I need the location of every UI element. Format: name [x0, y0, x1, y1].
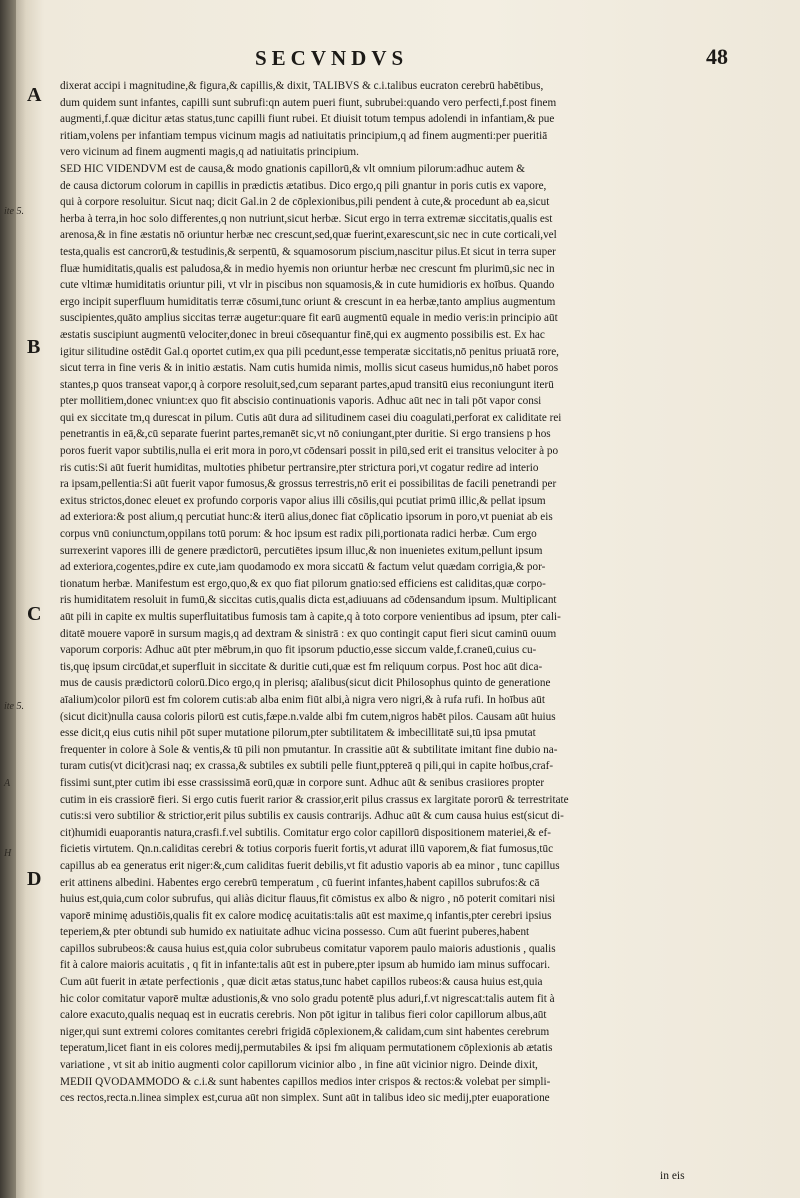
margin-letter-c: C	[27, 603, 42, 625]
text-line: ra ipsam,pellentia:Si aūt fuerit vapor fumosus,& grossus terrestris,nō erit ei possibilitas de facili penetrandi per	[60, 478, 557, 491]
text-line: tionatum herbæ. Manifestum est ergo,quo,& ex quo fiat pilorum gnatio:sed efficiens est caliditas,quæ corpo-	[60, 577, 546, 590]
text-line: ficietis virtutem. Qn.n.caliditas cerebri & totius corporis fuerit fortis,vt adurat illū vaporem,& fiat fumosus,tūc	[60, 843, 554, 856]
text-line: MEDII QVODAMMODO & c.i.& sunt habentes capillos medios inter crispos & rectos:& volebat per simpli-	[60, 1075, 551, 1088]
text-line: teperatum,licet fiant in eis colores medij,permutabiles & ipsi fm aliquam permutationem cōplexionis ab ætatis	[60, 1042, 553, 1055]
text-line: ris humiditatem resoluit in fumū,& siccitas cutis,qualis dicta est,adiuuans ad cōdensandum ipsum. Multiplicant	[60, 594, 557, 607]
text-line: aūt pili in capite ex multis superfluitatibus fumosis tam à capite,q à toto corpore venientibus ad ipsum, pter cali-	[60, 611, 561, 623]
text-line: SED HIC VIDENDVM est de causa,& modo gnationis capillorū,& vlt omnium pilorum:adhuc autem &	[60, 162, 525, 175]
text-line: variatione , vt sit ab initio augmenti color capillorum vicinior albo , in fine aūt vicinior nigro. Deinde dixit,	[60, 1059, 538, 1072]
text-line: cute vltimæ humiditatis oriuntur pili, vt vlr in piscibus non squamosis,& in cute humidioris ex hoībus. Quando	[60, 279, 555, 292]
text-line: vaporē minimę adustiōis,qualis fit ex calore modicę acuitatis:talis aūt est maxime,q infantis,pter cerebri ipsius	[60, 909, 552, 922]
text-line: fissimi sunt,pter cutim ibi esse crassissimā eorū,quæ in corpore sunt. Adhuc aūt & senibus crasiiores propter	[60, 776, 545, 789]
text-line: pter mollitiem,donec vniunt:ex quo fit abscisio continuationis vaporis. Adhuc aūt nec in tali pōt vapor consi	[60, 395, 542, 408]
text-line: (sicut dicit)nulla causa coloris pilorū est cutis,fæpe.n.valde albi fm cutem,nigros habēt pilos. Causam aūt huius	[60, 710, 556, 723]
catchword: in eis	[660, 1170, 685, 1182]
text-line: cutis:si vero subtilior & strictior,erit pilus subtilis ex causis contrarijs. Adhuc aūt & cum causa huius est(sicut di-	[60, 810, 564, 823]
margin-note-1: ite 5.	[4, 206, 24, 217]
text-line: calore exacuto,qualis nequaq est in eucratis cerebris. Non pōt igitur in talibus fieri color capillorum albus,aūt	[60, 1009, 547, 1022]
text-line: ad exteriora,cogentes,pdire ex cute,iam quodamodo ex mora siccatū & factum velut quædam corrigia,& por-	[60, 561, 546, 574]
text-line: hic color comitatur vaporē multæ adustionis,& vno solo gradu potentē plus aduri,f.vt nigrescat:talis autem fit à	[60, 992, 555, 1005]
text-line: ergo incipit superfluum humiditatis terræ cōsumi,tunc oriunt & crescunt in ea herbæ,tanto amplius augmentum	[60, 295, 556, 308]
margin-letter-b: B	[27, 336, 41, 358]
text-line: igitur silitudine ostēdit Gal.q oportet cutim,ex qua pili pcedunt,esse temperatæ siccitatis,nō penitus priuatā rore,	[60, 345, 559, 358]
text-line: capillos subrubeos:& causa huius est,quia color subrubeus comitatur vaporem paulo maioris adustionis , qualis	[60, 942, 556, 955]
text-line: ditatē mouere vaporē in sursum magis,q ad dextram & sinistrā : ex quo contingit caput fieri sicut caminū ouum	[60, 627, 557, 640]
text-line: esse dicit,q eius cutis nihil pōt super mutatione pilorum,pter subtilitatem & imbecillitatē sui,tū ipsa pmutat	[60, 727, 536, 740]
margin-note-2: ite 5.	[4, 701, 24, 712]
running-head: SECVNDVS	[255, 46, 409, 70]
text-line: sicut terra in fine veris & in initio æstatis. Nam cutis humida nimis, mollis sicut caseus humidus,nō habet poros	[60, 362, 559, 375]
text-line: suscipientes,quāto amplius siccitas terræ augetur:quare fit earū augmentū equale in medio veris:in principio aūt	[60, 312, 558, 325]
text-line: huius est,quia,cum color subrufus, qui aliàs dicitur flauus,fit cōmistus ex albo & nigro , nō poterit comitari nisi	[60, 893, 556, 906]
margin-letter-d: D	[27, 868, 42, 890]
text-line: tis,quę ipsum circūdat,et superfluit in siccitate & duritie cuti,quæ est fm reliquum corpus. Post hoc aūt dica-	[60, 660, 543, 673]
text-line: surrexerint vapores illi de genere prædictorū, percutiētes ipsum illuc,& non inuenietes exitum,pellunt ipsum	[60, 544, 543, 557]
text-line: frequenter in colore à Sole & ventis,& tū pili non pmutantur. In crassitie aūt & subtilitate imitant fine dubio na-	[60, 743, 558, 756]
margin-letter-a: A	[27, 84, 42, 106]
text-line: penetrantis in eā,&,cū separate fuerint partes,remanēt sic,vt nō coniungant,pter duritie. Si ergo transiens p hos	[60, 428, 551, 441]
text-line: teperiem,& pter obtundi sub humido ex natiuitate adhuc vicina possesso. Cum aūt fuerint puberes,habent	[60, 926, 530, 939]
text-line: dixerat accipi i magnitudine,& figura,& capillis,& dixit, TALIBVS & c.i.talibus eucraton cerebrū habētibus,	[60, 80, 544, 92]
text-line: ritiam,volens per infantiam tempus vicinum magis ad natiuitatis principium,q ad finem augmenti:per pueritiā	[60, 129, 548, 142]
text-line: mus de causis prædictorū colorū.Dico ergo,q in plerisq; aīalibus(sicut dicit Philosophus quinto de generatione	[60, 677, 551, 690]
text-line: poros fuerit vapor subtilis,nulla ei erit mora in poro,vt cōdensari possit in pilū,sed erit ei transitus velociter à po	[60, 445, 559, 458]
text-line: ris cutis:Si aūt fuerit humiditas, multoties phibetur pertransire,pter strictura pori,vt cogatur redire ad interio	[60, 461, 539, 474]
text-line: qui à corpore resoluitur. Sicut naq; dicit Gal.in 2 de cōplexionibus,pili pendent à cute,& procedunt ab ea,sicut	[60, 196, 550, 209]
text-line: erit attinens albedini. Habentes ergo cerebrū temperatum , cū fuerint infantes,habent capillos subrufos:& cā	[60, 876, 540, 889]
text-line: qui ex siccitate tm,q durescat in pilum. Cutis aūt dura ad silitudinem casei diu coagulati,perforat ex caliditate rei	[60, 411, 562, 424]
text-line: augmenti,f.quæ dicitur ætas status,tunc capilli fiunt rubei. Et diuisit totum tempus adolendi in infantiam,& pue	[60, 113, 555, 126]
page-number: 48	[706, 44, 728, 69]
text-line: Cum aūt fuerit in ætate perfectionis , quæ dicit ætas status,tunc habet capillos rubeos:& causa huius est,quia	[60, 976, 543, 989]
text-line: fluæ humiditatis,qualis est paludosa,& in medio hyemis non oriuntur herbæ nec crescunt fm plurimū,sic nec in	[60, 262, 555, 275]
text-line: æstatis suscipiunt augmentū velociter,donec in breui cōsequantur finē,qui ex augmento possibilis est. Ex hac	[60, 328, 545, 341]
text-line: corpus vnū coniunctum,oppilans totū porum: & hoc ipsum est radix pili,portionata radici herbæ. Cum ergo	[60, 528, 537, 541]
text-line: herba à terra,in hoc solo differentes,q non nutriunt,sicut herbæ. Sicut ergo in terra extremæ siccitatis,qualis est	[60, 212, 553, 225]
margin-note-3: A	[4, 778, 11, 789]
text-line: dum quidem sunt infantes, capilli sunt subrufi:qn autem pueri fiunt, subrubei:quando vero perfecti,f.post finem	[60, 96, 557, 109]
text-line: stantes,p quos transeat vapor,q à corpore resoluit,sed,cum separant partes,apud transitū eius reconiungunt iterū	[60, 378, 554, 391]
text-line: cit)humidi euaporantis natura,crasfi.f.vel subtilis. Comitatur ergo color capillorū dispositionem materiei,& ef-	[60, 826, 551, 839]
text-line: capillus ab ea generatus erit niger:&,cum caliditas fuerit debilis,vt fit adustio vaporis ab ea minor , tunc capillus	[60, 859, 560, 872]
text-line: ces rectos,recta.n.linea simplex est,curua aūt non simplex. Sunt aūt in talibus ideo sic medij,pter euaporatione	[60, 1092, 550, 1105]
text-line: niger,qui sunt extremi colores comitantes cerebri frigidā cōplexionem,& calidam,cum sint habentes cerebrum	[60, 1025, 550, 1038]
page-gutter	[0, 0, 16, 1198]
text-line: vero vicinum ad finem augmenti magis,q ad natiuitatis principium.	[60, 146, 359, 159]
text-line: vaporum corporis: Adhuc aūt pter mēbrum,in quo fit ipsorum pductio,esse siccum valde,f.craneū,cuius cu-	[60, 644, 537, 657]
text-line: cutim in eis crassiorē fieri. Si ergo cutis fuerit rarior & crassior,erit pilus crassus ex largitate pororū & terrestritate	[60, 793, 569, 806]
body-text	[60, 78, 710, 1107]
text-line: arenosa,& in fine æstatis nō oriuntur herbæ nec crescunt,sed,quæ fuerint,exarescunt,sic nec in cute corticali,vel	[60, 229, 557, 242]
text-line: ad exteriora:& post alium,q percutiat hunc:& iterū alius,donec fiat cōplicatio ipsorum in poro,vt pueniat ab eis	[60, 511, 553, 524]
text-line: aīalium)color pilorū est fm colorem cutis:ab alba enim fiūt albi,à nigra vero nigri,& à rufa rufi. In hoībus aūt	[60, 693, 545, 706]
margin-note-4: H	[4, 848, 12, 859]
text-line: fit à calore maioris acuitatis , q fit in infante:talis aūt est in pubere,pter ipsum ab humido iam minus suffocari.	[60, 959, 551, 972]
text-line: de causa dictorum colorum in capillis in prædictis ætatibus. Dico ergo,q pili gnantur in poris cutis ex vapore,	[60, 179, 547, 192]
text-line: turam cutis(vt dicit)crasi naq; ex crassa,& subtiles ex subtili pelle fiunt,pptereā q pili,qui in capite hoībus,craf-	[60, 760, 554, 773]
text-line: exitus strictos,donec eleuet ex profundo corporis vapor alius illi cōsilis,qui pcutiat primū illic,& pellat ipsum	[60, 494, 546, 507]
text-line: testa,qualis est cancrorū,& testudinis,& serpentū, & squamosorum piscium,nascitur pilus.Et sicut in terra super	[60, 245, 556, 258]
